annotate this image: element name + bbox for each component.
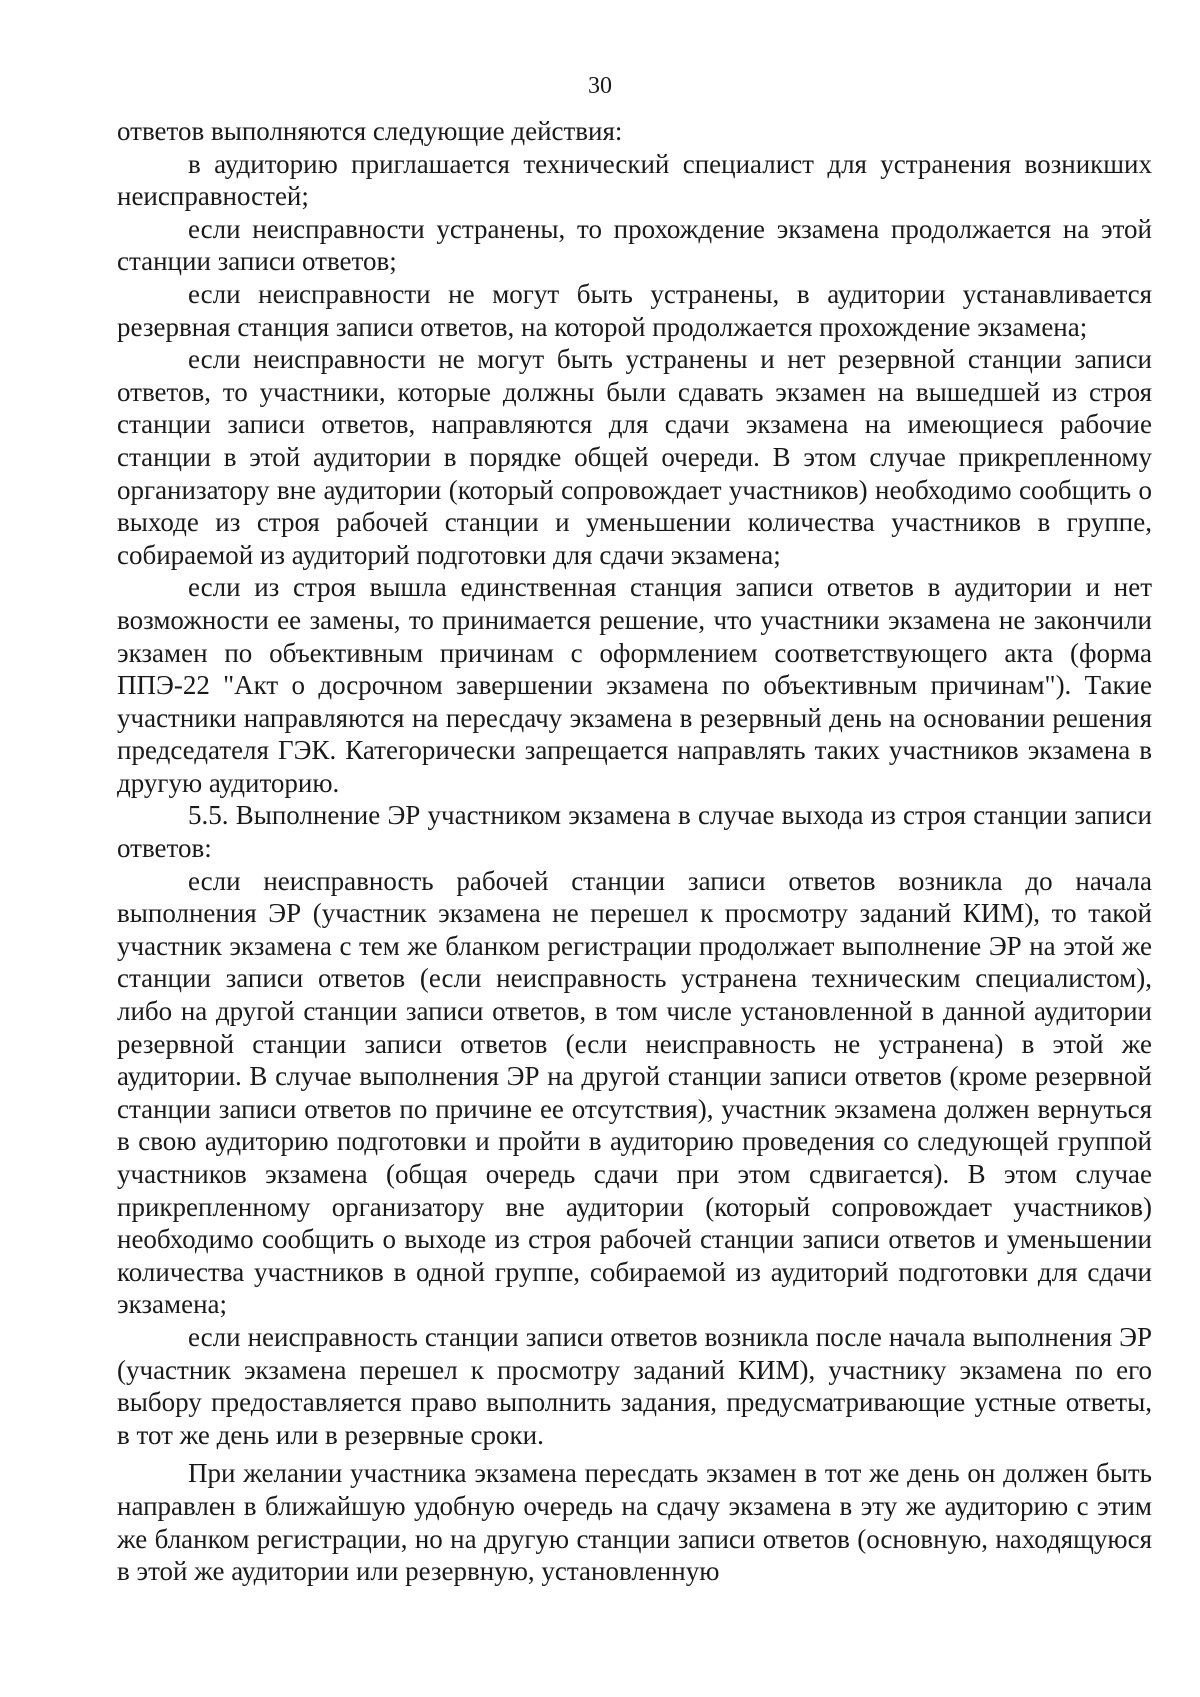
paragraph-single-station: если из строя вышла единственная станция записи ответов в аудитории и нет возможности ее замены, то принимается решение, что участники экзамена не закончили экзамен по объективным причинам с оформлением соответствующего акта (форма ППЭ-22 "Акт о досрочном завершении экзамена по объективным причинам"). Такие участники направляются на пересдачу экзамена в резервный день на основании решения председателя ГЭК. Категорически запрещается направлять таких участников экзамена в другую аудиторию. [117, 572, 1152, 798]
paragraph-section-5-5: 5.5. Выполнение ЭР участником экзамена в случае выхода из строя станции записи ответов: [117, 800, 1152, 864]
paragraph-after-start: если неисправность станции записи ответов возникла после начала выполнения ЭР (участник экзамена перешел к просмотру заданий КИМ), участнику экзамена по его выбору предоставляется право выполнить задания, предусматривающие устные ответы, в тот же день или в резервные сроки. [117, 1321, 1152, 1450]
paragraph-technician: в аудиторию приглашается технический специалист для устранения возникших неисправностей; [117, 148, 1152, 212]
paragraph-intro: ответов выполняются следующие действия: [117, 116, 623, 146]
paragraph-fixed: если неисправности устранены, то прохождение экзамена продолжается на этой станции записи ответов; [117, 213, 1152, 277]
document-body [117, 115, 1152, 1588]
paragraph-before-start: если неисправность рабочей станции записи ответов возникла до начала выполнения ЭР (участник экзамена не перешел к просмотру заданий КИМ), то такой участник экзамена с тем же бланком регистрации продолжает выполнение ЭР на этой же станции записи ответов (если неисправность устранена техническим специалистом), либо на другой станции записи ответов, в том числе установленной в данной аудитории резервной станции записи ответов (если неисправность не устранена) в этой же аудитории. В случае выполнения ЭР на другой станции записи ответов (кроме резервной станции записи ответов по причине ее отсутствия), участник экзамена должен вернуться в свою аудиторию подготовки и пройти в аудиторию проведения со следующей группой участников экзамена (общая очередь сдачи при этом сдвигается). В этом случае прикрепленному организатору вне аудитории (который сопровождает участников) необходимо сообщить о выходе из строя рабочей станции записи ответов и уменьшении количества участников в одной группе, собираемой из аудиторий подготовки для сдачи экзамена; [117, 865, 1152, 1320]
paragraph-same-day: При желании участника экзамена пересдать экзамен в тот же день он должен быть направлен в ближайшую удобную очередь на сдачу экзамена в эту же аудиторию с этим же бланком регистрации, но на другую станции записи ответов (основную, находящуюся в этой же аудитории или резервную, установленную [117, 1458, 1152, 1587]
paragraph-queue: если неисправности не могут быть устранены и нет резервной станции записи ответов, то участники, которые должны были сдавать экзамен на вышедшей из строя станции записи ответов, направляются для сдачи экзамена на имеющиеся рабочие станции в этой аудитории в порядке общей очереди. В этом случае прикрепленному организатору вне аудитории (который сопровождает участников) необходимо сообщить о выходе из строя рабочей станции и уменьшении количества участников в группе, собираемой из аудиторий подготовки для сдачи экзамена; [117, 344, 1152, 570]
page-number: 30 [588, 73, 612, 99]
paragraph-reserve-station: если неисправности не могут быть устранены, в аудитории устанавливается резервная станция записи ответов, на которой продолжается прохождение экзамена; [117, 278, 1152, 342]
